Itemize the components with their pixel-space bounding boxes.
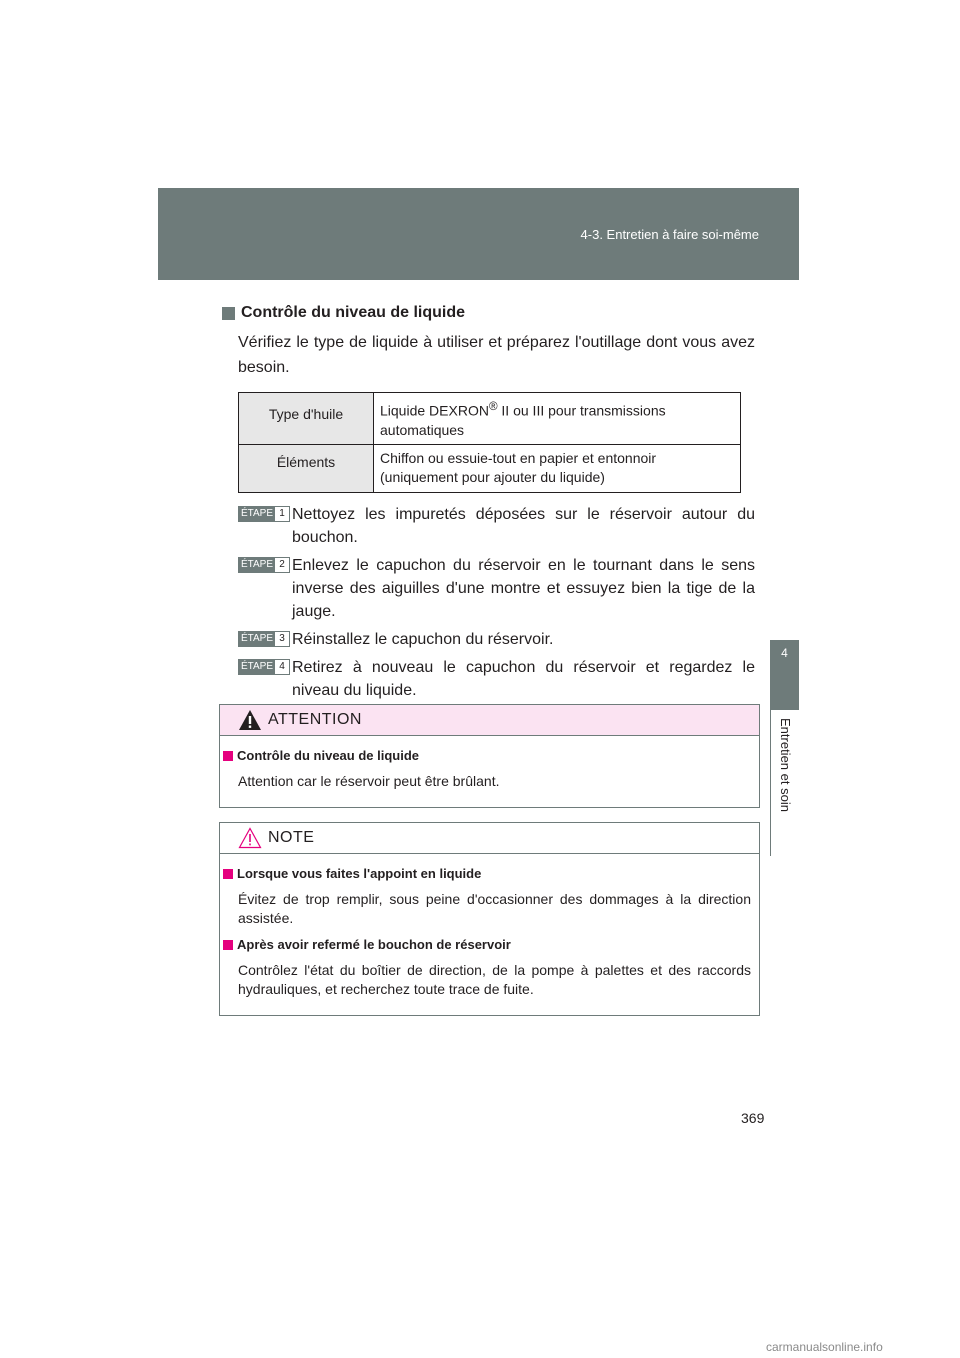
warning-outline-icon [238, 827, 262, 849]
watermark-link[interactable]: carmanualsonline.info [766, 1340, 883, 1354]
step-item [238, 656, 755, 702]
attention-item-heading: Contrôle du niveau de liquide [223, 748, 751, 763]
registered-mark: ® [488, 400, 498, 413]
table-key: Éléments [239, 444, 374, 492]
note-item-heading: Après avoir refermé le bouchon de réservoir [223, 937, 751, 952]
header-band [158, 188, 799, 280]
step-text: Nettoyez les impuretés déposées sur le réservoir autour du bouchon. [292, 506, 755, 546]
table-key: Type d'huile [239, 393, 374, 445]
attention-item-text: Attention car le réservoir peut être brûlant. [238, 773, 500, 789]
step-text: Retirez à nouveau le capuchon du réservoir et regardez le niveau du liquide. [292, 659, 755, 699]
square-bullet-icon [222, 307, 235, 320]
note-item-heading: Lorsque vous faites l'appoint en liquide [223, 866, 751, 881]
attention-title: ATTENTION [268, 711, 362, 728]
section-header-title: 4-3. Entretien à faire soi-même [580, 227, 759, 242]
note-header [220, 823, 759, 854]
table-value: Chiffon ou essuie-tout en papier et entonnoir (uniquement pour ajouter du liquide) [374, 444, 741, 492]
attention-box [219, 704, 760, 808]
table-row [239, 444, 741, 492]
square-bullet-icon [223, 940, 233, 950]
section-heading [222, 304, 465, 322]
step-badge: ÉTAPE 2 [238, 557, 290, 573]
spec-table [238, 392, 741, 493]
attention-header [220, 705, 759, 736]
note-box [219, 822, 760, 1016]
step-item [238, 503, 755, 549]
note-title: NOTE [268, 829, 315, 846]
step-badge: ÉTAPE 4 [238, 659, 290, 675]
square-bullet-icon [223, 751, 233, 761]
note-item-text: Évitez de trop remplir, sous peine d'occasionner des dommages à la direction assistée. [238, 891, 751, 926]
intro-paragraph: Vérifiez le type de liquide à utiliser et préparez l'outillage dont vous avez besoin. [238, 334, 755, 376]
page-number: 369 [741, 1110, 765, 1126]
section-heading-text: Contrôle du niveau de liquide [241, 304, 466, 321]
step-text: Réinstallez le capuchon du réservoir. [292, 631, 554, 648]
chapter-tab-number: 4 [770, 640, 799, 710]
note-item-text: Contrôlez l'état du boîtier de direction, de la pompe à palettes et des raccords hydrauliques, et recherchez toute trace de fuite. [238, 962, 751, 997]
step-item [238, 554, 755, 623]
steps-list [238, 503, 755, 707]
chapter-tab-label: Entretien et soin [778, 718, 793, 812]
step-badge: ÉTAPE 1 [238, 506, 290, 522]
step-badge: ÉTAPE 3 [238, 631, 290, 647]
warning-icon [238, 709, 262, 731]
attention-body [220, 736, 759, 791]
table-row [239, 393, 741, 445]
note-body [220, 854, 759, 999]
step-text: Enlevez le capuchon du réservoir en le tournant dans le sens inverse des aiguilles d'une montre et essuyez bien la tige de la jauge. [292, 557, 755, 620]
step-item [238, 628, 755, 651]
square-bullet-icon [223, 869, 233, 879]
table-value: Liquide DEXRON® II ou III pour transmissions automatiques [374, 393, 741, 445]
